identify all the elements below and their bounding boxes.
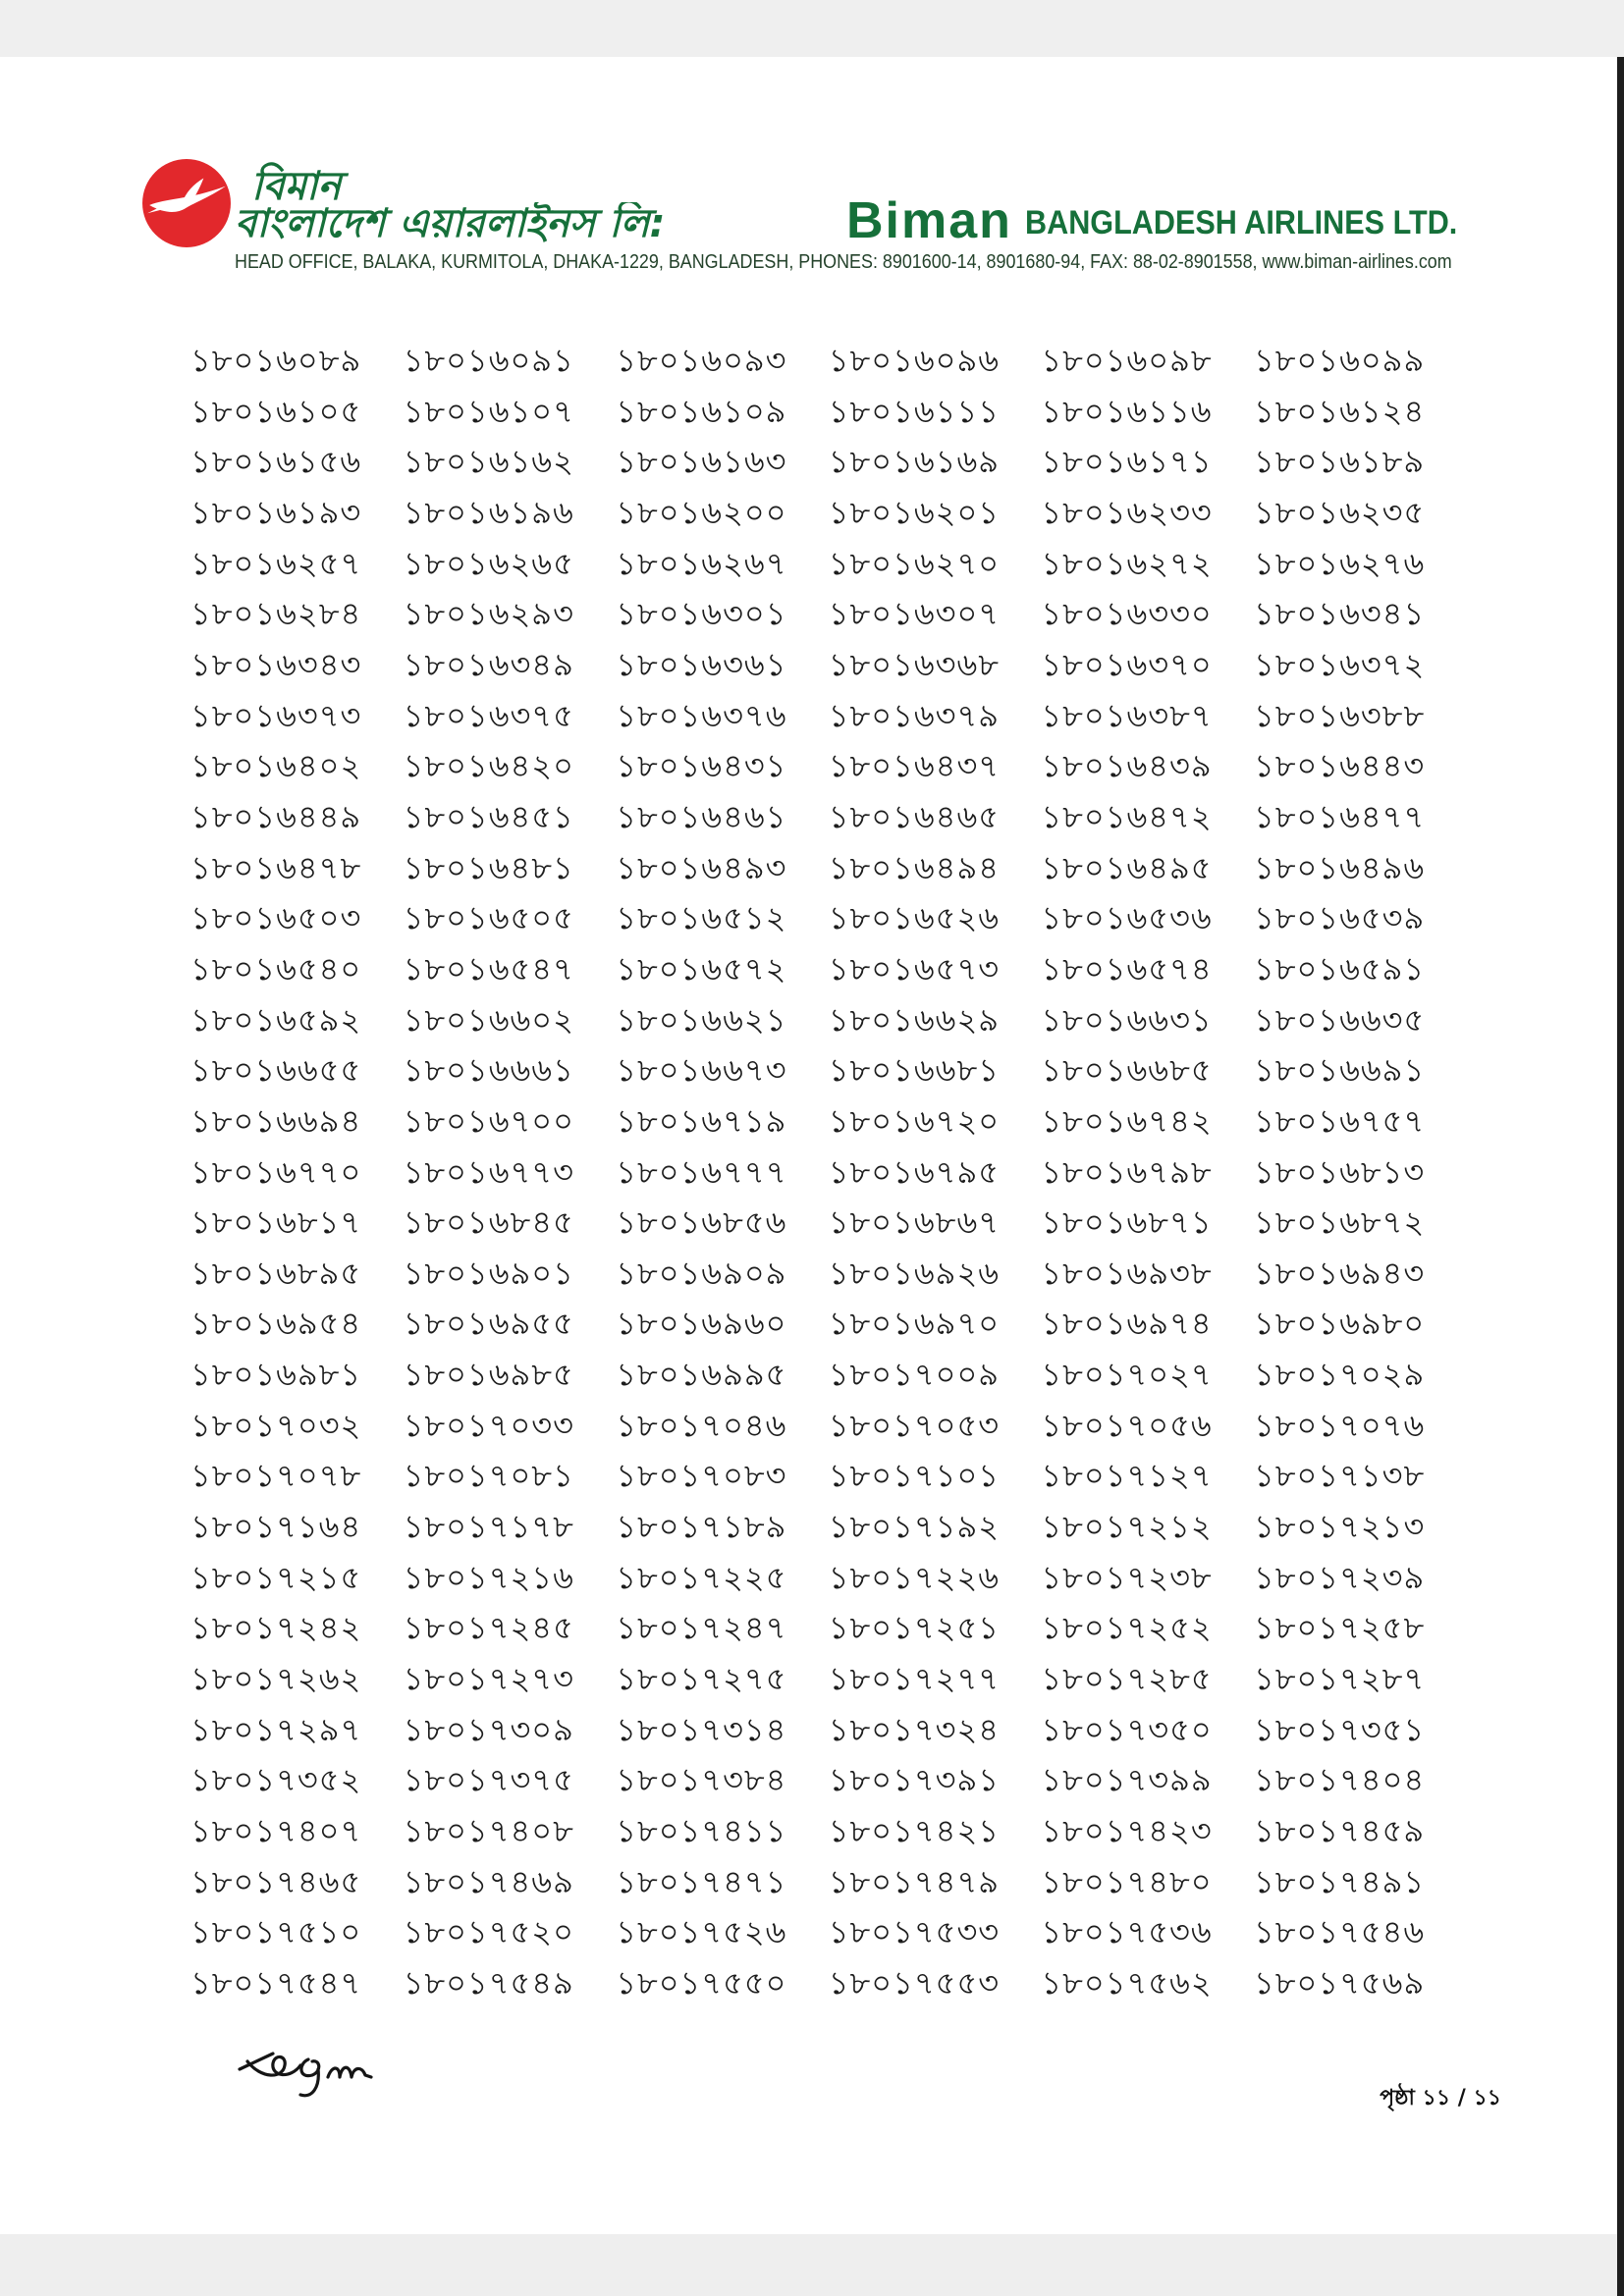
roll-number: ১৮০১৬৩৭৬ [616,696,787,734]
roll-number: ১৮০১৬৯০৯ [616,1254,787,1292]
roll-number: ১৮০১৬৩৮৭ [1041,696,1213,734]
brand-name: Biman [846,192,1012,249]
roll-number: ১৮০১৬৭৯৮ [1041,1152,1213,1191]
roll-number: ১৮০১৬৭০০ [403,1101,574,1140]
table-row [190,488,1467,539]
page-number: পৃষ্ঠা ১১ / ১১ [1380,2086,1501,2110]
signature-icon [228,2040,424,2105]
roll-number: ১৮০১৭৪৭১ [616,1862,787,1900]
table-row [190,1045,1467,1096]
roll-number: ১৮০১৬৫৭২ [616,949,787,988]
roll-number: ১৮০১৭৪০৪ [1253,1761,1426,1799]
roll-number: ১৮০১৬৭৭৩ [403,1152,574,1191]
roll-number: ১৮০১৬৫০৩ [190,899,362,937]
logo-bengali-subtitle: বাংলাদেশ এয়ারলাইনস লি: [235,202,666,245]
roll-number: ১৮০১৬৬৮১ [828,1051,1001,1090]
roll-number: ১৮০১৬৬৬১ [403,1051,574,1090]
roll-number: ১৮০১৬৪৭৮ [190,848,362,886]
roll-number: ১৮০১৬৯৮১ [190,1356,362,1394]
roll-number: ১৮০১৬১০৯ [616,392,787,430]
roll-number: ১৮০১৬৭৯৫ [828,1152,1001,1191]
roll-number: ১৮০১৭৩৫২ [190,1761,362,1799]
roll-number: ১৮০১৬২৭২ [1041,544,1213,582]
roll-number: ১৮০১৭২৩৯ [1253,1558,1426,1596]
roll-number: ১৮০১৭১২৭ [1041,1457,1213,1495]
roll-number: ১৮০১৭৪১১ [616,1812,787,1850]
roll-number: ১৮০১৭২৪৫ [403,1609,574,1647]
roll-number: ১৮০১৭৩৯১ [828,1761,1001,1799]
roll-number: ১৮০১৬৬৯১ [1253,1051,1426,1090]
table-row [190,1603,1467,1654]
roll-number: ১৮০১৭২১৫ [190,1558,362,1596]
roll-number: ১৮০১৬২৭০ [828,544,1001,582]
roll-number: ১৮০১৬৮১৩ [1253,1152,1426,1191]
roll-number: ১৮০১৬৩৬৮ [828,645,1001,683]
roll-number: ১৮০১৭০৮১ [403,1457,574,1495]
roll-number: ১৮০১৬৩৭৫ [403,696,574,734]
roll-number: ১৮০১৭১৭৮ [403,1508,574,1546]
roll-number: ১৮০১৬৭২০ [828,1101,1001,1140]
roll-number: ১৮০১৬৫০৫ [403,899,574,937]
roll-number: ১৮০১৬৮৫৬ [616,1203,787,1242]
roll-number: ১৮০১৭৫৪৭ [190,1964,362,2002]
roll-number: ১৮০১৭২৭৭ [828,1660,1001,1698]
roll-number: ১৮০১৭১০১ [828,1457,1001,1495]
table-row [190,893,1467,944]
roll-number: ১৮০১৬৩৪৯ [403,645,574,683]
table-row [190,1350,1467,1401]
table-row [190,1705,1467,1756]
roll-number: ১৮০১৭৩৫১ [1253,1710,1426,1748]
roll-number: ১৮০১৬৪৬৫ [828,797,1001,835]
roll-number: ১৮০১৬৯৪৩ [1253,1254,1426,1292]
roll-number: ১৮০১৬৩৭২ [1253,645,1426,683]
roll-number: ১৮০১৭৫৩৬ [1041,1913,1213,1951]
roll-number: ১৮০১৭৫৪৯ [403,1964,574,2002]
roll-number: ১৮০১৬১২৪ [1253,392,1426,430]
roll-number: ১৮০১৬২০১ [828,493,1001,531]
roll-number: ১৮০১৬১৯৩ [190,493,362,531]
roll-number: ১৮০১৬১৮৯ [1253,443,1426,481]
roll-number: ১৮০১৬৬০২ [403,1000,574,1039]
roll-number: ১৮০১৬৯৬০ [616,1305,787,1343]
roll-number: ১৮০১৬৭৪২ [1041,1101,1213,1140]
roll-number: ১৮০১৭৪৬৫ [190,1862,362,1900]
roll-number: ১৮০১৬৯২৬ [828,1254,1001,1292]
roll-number: ১৮০১৭৪৯১ [1253,1862,1426,1900]
table-row [190,539,1467,590]
roll-number: ১৮০১৬৭১৯ [616,1101,787,1140]
table-row [190,1806,1467,1857]
roll-number: ১৮০১৭৪৭৯ [828,1862,1001,1900]
roll-number: ১৮০১৬১০৭ [403,392,574,430]
roll-number: ১৮০১৬৪৯৬ [1253,848,1426,886]
table-row [190,944,1467,995]
roll-number: ১৮০১৬৭৭৭ [616,1152,787,1191]
roll-number: ১৮০১৬৭৭০ [190,1152,362,1191]
roll-number: ১৮০১৬৩৮৮ [1253,696,1426,734]
roll-number: ১৮০১৬২৩৫ [1253,493,1426,531]
roll-number: ১৮০১৬৬২১ [616,1000,787,1039]
roll-number: ১৮০১৭২৯৭ [190,1710,362,1748]
table-row [190,1502,1467,1553]
roll-number: ১৮০১৭৪৬৯ [403,1862,574,1900]
roll-number: ১৮০১৭৪০৭ [190,1812,362,1850]
table-row [190,1096,1467,1148]
table-row [190,1755,1467,1806]
roll-number: ১৮০১৬৫৩৯ [1253,899,1426,937]
roll-number: ১৮০১৬৯০১ [403,1254,574,1292]
roll-number: ১৮০১৭০২৯ [1253,1356,1426,1394]
roll-number: ১৮০১৬৯৭৪ [1041,1305,1213,1343]
table-row [190,336,1467,387]
roll-number: ১৮০১৬২৩৩ [1041,493,1213,531]
roll-number: ১৮০১৭২৬২ [190,1660,362,1698]
roll-number: ১৮০১৭২৩৮ [1041,1558,1213,1596]
table-row [190,792,1467,843]
roll-number: ১৮০১৬৬৩১ [1041,1000,1213,1039]
roll-number: ১৮০১৬৯৩৮ [1041,1254,1213,1292]
roll-number: ১৮০১৬৫১২ [616,899,787,937]
biman-bird-logo-icon [141,158,232,248]
roll-number: ১৮০১৭২৫১ [828,1609,1001,1647]
roll-number: ১৮০১৭২১৩ [1253,1508,1426,1546]
roll-number: ১৮০১৭২১৬ [403,1558,574,1596]
roll-number: ১৮০১৭০৩৩ [403,1406,574,1444]
roll-number: ১৮০১৭২২৬ [828,1558,1001,1596]
table-row [190,1249,1467,1300]
roll-number: ১৮০১৭২৮৫ [1041,1660,1213,1698]
roll-number: ১৮০১৭৫৩৩ [828,1913,1001,1951]
roll-number: ১৮০১৬৯৭০ [828,1305,1001,1343]
table-row [190,995,1467,1046]
roll-number: ১৮০১৬৪০২ [190,747,362,785]
roll-number: ১৮০১৬৩৬১ [616,645,787,683]
roll-number: ১৮০১৭২৪২ [190,1609,362,1647]
roll-number: ১৮০১৬৩৭৩ [190,696,362,734]
roll-number: ১৮০১৭০৫৩ [828,1406,1001,1444]
roll-number: ১৮০১৬৬৩৫ [1253,1000,1426,1039]
roll-number: ১৮০১৬৮৯৫ [190,1254,362,1292]
roll-number: ১৮০১৭০৭৬ [1253,1406,1426,1444]
table-row [190,640,1467,691]
roll-number: ১৮০১৭৪০৮ [403,1812,574,1850]
roll-number: ১৮০১৭৩১৪ [616,1710,787,1748]
roll-number: ১৮০১৬২৬৭ [616,544,787,582]
roll-number: ১৮০১৬০৮৯ [190,342,362,379]
roll-number: ১৮০১৭১৮৯ [616,1508,787,1546]
roll-number: ১৮০১৭৫২০ [403,1913,574,1951]
roll-number: ১৮০১৬২৯৩ [403,595,574,633]
roll-number: ১৮০১৭২৪৭ [616,1609,787,1647]
table-row [190,1148,1467,1199]
roll-number: ১৮০১৬০৯৯ [1253,342,1426,379]
roll-number: ১৮০১৬৪৯৫ [1041,848,1213,886]
roll-number: ১৮০১৭৩৮৪ [616,1761,787,1799]
roll-number: ১৮০১৬১৫৬ [190,443,362,481]
roll-number: ১৮০১৬১৭১ [1041,443,1213,481]
roll-number: ১৮০১৭০০৯ [828,1356,1001,1394]
roll-number: ১৮০১৬৮৭২ [1253,1203,1426,1242]
roll-number: ১৮০১৬৫৪৭ [403,949,574,988]
roll-number: ১৮০১৬১৬৩ [616,443,787,481]
roll-number: ১৮০১৬৫৭৪ [1041,949,1213,988]
roll-number: ১৮০১৬৫৪০ [190,949,362,988]
roll-number: ১৮০১৬২৭৬ [1253,544,1426,582]
roll-number: ১৮০১৬৫৭৩ [828,949,1001,988]
roll-number: ১৮০১৬৪৫১ [403,797,574,835]
roll-number: ১৮০১৬৪৮১ [403,848,574,886]
roll-number: ১৮০১৭৩৯৯ [1041,1761,1213,1799]
roll-number: ১৮০১৭৫২৬ [616,1913,787,1951]
roll-number: ১৮০১৭০২৭ [1041,1356,1213,1394]
roll-number: ১৮০১৬৫২৬ [828,899,1001,937]
roll-number: ১৮০১৬৯৮০ [1253,1305,1426,1343]
roll-number: ১৮০১৬৪৪৯ [190,797,362,835]
roll-number: ১৮০১৬৯৮৫ [403,1356,574,1394]
roll-number: ১৮০১৭৩৫০ [1041,1710,1213,1748]
roll-number: ১৮০১৬৮১৭ [190,1203,362,1242]
roll-number: ১৮০১৭৪৮০ [1041,1862,1213,1900]
roll-number: ১৮০১৬১১৬ [1041,392,1213,430]
table-row [190,1553,1467,1604]
roll-number: ১৮০১৬০৯৬ [828,342,1001,379]
roll-number: ১৮০১৬৯৯৫ [616,1356,787,1394]
roll-number: ১৮০১৭২৮৭ [1253,1660,1426,1698]
roll-number: ১৮০১৭১৩৮ [1253,1457,1426,1495]
scan-margin-bottom [0,2234,1624,2296]
roll-number: ১৮০১৭৩২৪ [828,1710,1001,1748]
table-row [190,741,1467,792]
roll-number: ১৮০১৬৩৭০ [1041,645,1213,683]
roll-number: ১৮০১৬৪৩১ [616,747,787,785]
table-row [190,437,1467,488]
roll-number: ১৮০১৭৩০৯ [403,1710,574,1748]
table-row [190,1401,1467,1452]
roll-number: ১৮০১৬৭৫৭ [1253,1101,1426,1140]
roll-number: ১৮০১৬৬৭৩ [616,1051,787,1090]
roll-number: ১৮০১৬২৬৫ [403,544,574,582]
roll-number: ১৮০১৭০৮৩ [616,1457,787,1495]
roll-number: ১৮০১৭০৪৬ [616,1406,787,1444]
table-row [190,1857,1467,1908]
roll-number: ১৮০১৬৮৬৭ [828,1203,1001,1242]
roll-number: ১৮০১৭২৫৮ [1253,1609,1426,1647]
roll-number-table [190,336,1467,2009]
roll-number: ১৮০১৭২৫২ [1041,1609,1213,1647]
roll-number: ১৮০১৬৪২০ [403,747,574,785]
roll-number: ১৮০১৬৫৯১ [1253,949,1426,988]
roll-number: ১৮০১৬১১১ [828,392,1000,430]
table-row [190,387,1467,438]
roll-number: ১৮০১৭০৭৮ [190,1457,362,1495]
table-row [190,1958,1467,2009]
roll-number: ১৮০১৬৫৯২ [190,1000,362,1039]
roll-number: ১৮০১৬০৯৩ [616,342,787,379]
roll-number: ১৮০১৬৬২৯ [828,1000,1001,1039]
brand-suffix: BANGLADESH AIRLINES LTD. [1025,204,1458,241]
scan-margin-top [0,0,1624,57]
roll-number: ১৮০১৭৫৪৬ [1253,1913,1426,1951]
roll-number: ১৮০১৭১৬৪ [190,1508,362,1546]
roll-number: ১৮০১৭২২৫ [616,1558,787,1596]
scan-edge-right [1617,57,1624,2296]
roll-number: ১৮০১৬৪৯৩ [616,848,787,886]
table-row [190,589,1467,640]
roll-number: ১৮০১৬৩৭৯ [828,696,1001,734]
roll-number: ১৮০১৬৪৪৩ [1253,747,1426,785]
roll-number: ১৮০১৬৫৩৬ [1041,899,1213,937]
roll-number: ১৮০১৬০৯১ [403,342,574,379]
roll-number: ১৮০১৭২৭৫ [616,1660,787,1698]
head-office-address: HEAD OFFICE, BALAKA, KURMITOLA, DHAKA-1229, BANGLADESH, PHONES: 8901600-14, 8901680-94, FAX: 88-02-8901558, www.biman-airlines.com [235,251,1452,273]
roll-number: ১৮০১৭৪২১ [828,1812,1001,1850]
roll-number: ১৮০১৬৩০১ [616,595,787,633]
roll-number: ১৮০১৬০৯৮ [1041,342,1213,379]
roll-number: ১৮০১৭৪৫৯ [1253,1812,1426,1850]
roll-number: ১৮০১৬১৯৬ [403,493,574,531]
roll-number: ১৮০১৬৯৫৪ [190,1305,362,1343]
roll-number: ১৮০১৬৮৪৫ [403,1203,574,1242]
roll-number: ১৮০১৬১০৫ [190,392,362,430]
roll-number: ১৮০১৬৩৩০ [1041,595,1213,633]
table-row [190,843,1467,894]
roll-number: ১৮০১৬৪৭৭ [1253,797,1426,835]
roll-number: ১৮০১৬৪৭২ [1041,797,1213,835]
roll-number: ১৮০১৬৬৫৫ [190,1051,362,1090]
roll-number: ১৮০১৭৩৭৫ [403,1761,574,1799]
roll-number: ১৮০১৭০৩২ [190,1406,362,1444]
table-row [190,1907,1467,1958]
roll-number: ১৮০১৭৫৫০ [616,1964,787,2002]
roll-number: ১৮০১৬৪৩৯ [1041,747,1213,785]
roll-number: ১৮০১৬১৬২ [403,443,574,481]
table-row [190,1198,1467,1249]
roll-number: ১৮০১৬৬৯৪ [190,1101,362,1140]
roll-number: ১৮০১৭২১২ [1041,1508,1213,1546]
table-row [190,691,1467,742]
roll-number: ১৮০১৬৪৩৭ [828,747,1001,785]
roll-number: ১৮০১৬৩৪৩ [190,645,362,683]
roll-number: ১৮০১৬১৬৯ [828,443,1001,481]
roll-number: ১৮০১৭১৯২ [828,1508,1001,1546]
roll-number: ১৮০১৬৬৮৫ [1041,1051,1213,1090]
roll-number: ১৮০১৬৯৫৫ [403,1305,574,1343]
roll-number: ১৮০১৬২০০ [616,493,787,531]
table-row [190,1451,1467,1502]
table-row [190,1654,1467,1705]
roll-number: ১৮০১৬২৫৭ [190,544,362,582]
roll-number: ১৮০১৬৩০৭ [828,595,1001,633]
roll-number: ১৮০১৬৮৭১ [1041,1203,1213,1242]
roll-number: ১৮০১৬৩৪১ [1253,595,1426,633]
roll-number: ১৮০১৭৪২৩ [1041,1812,1213,1850]
roll-number: ১৮০১৬৪৯৪ [828,848,1000,886]
roll-number: ১৮০১৬২৮৪ [190,595,362,633]
table-row [190,1299,1467,1350]
roll-number: ১৮০১৭৫৬২ [1041,1964,1213,2002]
roll-number: ১৮০১৭২৭৩ [403,1660,574,1698]
roll-number: ১৮০১৭০৫৬ [1041,1406,1213,1444]
roll-number: ১৮০১৬৪৬১ [616,797,787,835]
roll-number: ১৮০১৭৫১০ [190,1913,362,1951]
roll-number: ১৮০১৭৫৫৩ [828,1964,1001,2002]
roll-number: ১৮০১৭৫৬৯ [1253,1964,1426,2002]
logo-bengali-title: বিমান [251,164,342,209]
